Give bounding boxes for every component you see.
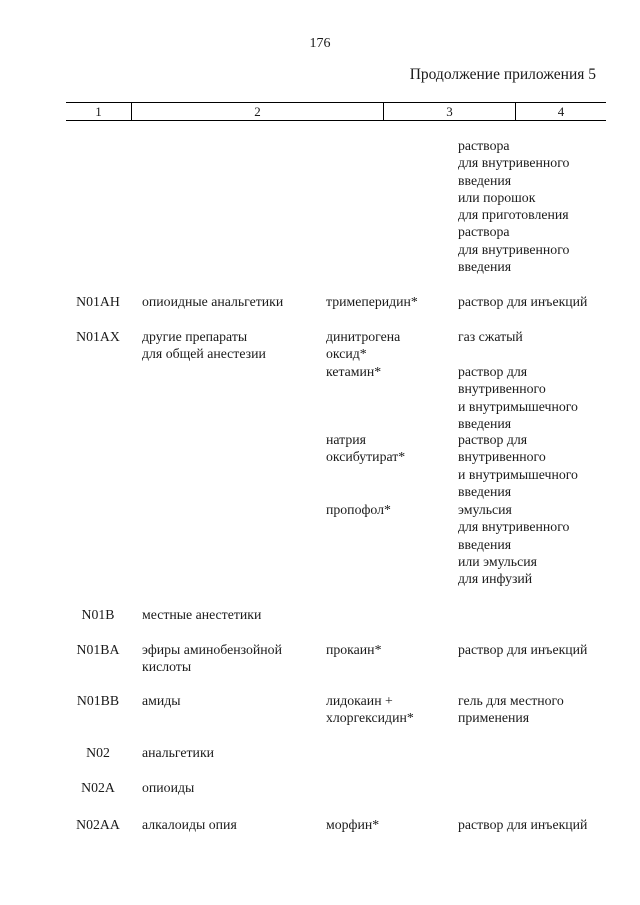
row-dosage-form-line: раствора	[458, 138, 510, 153]
row-dosage-form-line: раствор для инъекций	[458, 642, 588, 657]
row-drug-line: оксибутират*	[326, 449, 406, 465]
row-dosage-form	[458, 137, 569, 275]
row-group	[142, 816, 237, 833]
row-group	[142, 606, 261, 623]
row-dosage-form-line: внутривенного	[458, 449, 546, 465]
row-group	[142, 328, 266, 363]
row-code: N01AX	[76, 329, 120, 344]
row-group-line: другие препараты	[142, 329, 248, 344]
row-dosage-form	[458, 501, 569, 587]
row-dosage-form-line: раствора	[458, 224, 510, 240]
row-dosage-form-line: введения	[458, 415, 512, 431]
row-group	[142, 293, 283, 310]
row-dosage-form-line: введения	[458, 259, 512, 275]
column-header-3: 3	[384, 103, 516, 120]
row-drug	[326, 692, 414, 727]
row-drug-line: лидокаин +	[326, 693, 393, 708]
row-code: N02AA	[76, 817, 120, 832]
row-drug	[326, 431, 405, 466]
row-drug-line: морфин*	[326, 817, 380, 832]
row-group-line: кислоты	[142, 659, 192, 675]
row-dosage-form-line: гель для местного	[458, 693, 564, 708]
row-drug	[326, 816, 379, 833]
row-group-line: алкалоиды опия	[142, 817, 237, 832]
row-drug	[326, 328, 400, 363]
row-dosage-form-line: для приготовления	[458, 207, 569, 223]
row-dosage-form-line: введения	[458, 172, 512, 188]
row-drug	[326, 293, 418, 310]
row-group-line: опиоиды	[142, 780, 195, 795]
row-dosage-form	[458, 431, 578, 500]
row-drug-line: тримеперидин*	[326, 294, 418, 309]
row-drug-line: динитрогена	[326, 329, 401, 344]
row-group-line: опиоидные анальгетики	[142, 294, 284, 309]
row-group-line: амиды	[142, 693, 181, 708]
row-drug	[326, 363, 381, 380]
row-dosage-form-line: и внутримышечного	[458, 398, 578, 414]
row-dosage-form	[458, 816, 587, 833]
row-drug-line: кетамин*	[326, 364, 382, 379]
column-header-2: 2	[132, 103, 384, 120]
row-code: N01BB	[76, 693, 120, 708]
row-dosage-form-line: для внутривенного	[458, 519, 570, 535]
row-dosage-form-line: эмульсия	[458, 502, 512, 517]
row-group	[142, 779, 194, 796]
appendix-continuation-title: Продолжение приложения 5	[409, 66, 596, 83]
row-dosage-form-line: раствор для инъекций	[458, 817, 588, 832]
table-header	[66, 102, 606, 121]
row-dosage-form	[458, 692, 564, 727]
row-code: N01B	[81, 607, 115, 622]
row-code: N02A	[81, 780, 115, 795]
column-header-1: 1	[66, 103, 132, 120]
row-drug	[326, 641, 381, 658]
row-code: N01BA	[76, 642, 120, 657]
row-dosage-form-line: внутривенного	[458, 381, 546, 397]
row-dosage-form	[458, 293, 587, 310]
row-group-line: местные анестетики	[142, 607, 262, 622]
row-dosage-form-line: применения	[458, 710, 530, 726]
row-dosage-form	[458, 328, 523, 345]
row-code: N02	[86, 745, 110, 760]
row-drug-line: прокаин*	[326, 642, 382, 657]
row-dosage-form	[458, 641, 587, 658]
row-group-line: эфиры аминобензойной	[142, 642, 282, 657]
row-dosage-form-line: введения	[458, 483, 512, 499]
row-dosage-form	[458, 363, 578, 432]
column-header-4: 4	[557, 104, 565, 119]
row-group-line: для общей анестезии	[142, 346, 266, 362]
row-dosage-form-line: или порошок	[458, 189, 536, 205]
row-dosage-form-line: введения	[458, 536, 512, 552]
row-code: N01AH	[76, 294, 120, 309]
row-drug-line: пропофол*	[326, 502, 391, 517]
row-group	[142, 641, 282, 676]
row-group	[142, 744, 214, 761]
row-drug-line: оксид*	[326, 346, 367, 362]
row-dosage-form-line: газ сжатый	[458, 329, 523, 344]
row-dosage-form-line: раствор для инъекций	[458, 294, 588, 309]
row-dosage-form-line: и внутримышечного	[458, 466, 578, 482]
row-dosage-form-line: для внутривенного	[458, 155, 570, 171]
row-dosage-form-line: или эмульсия	[458, 553, 537, 569]
row-drug-line: хлоргексидин*	[326, 710, 414, 726]
row-dosage-form-line: для инфузий	[458, 571, 533, 587]
row-drug	[326, 501, 391, 518]
row-dosage-form-line: раствор для	[458, 432, 528, 447]
row-drug-line: натрия	[326, 432, 366, 447]
row-dosage-form-line: для внутривенного	[458, 241, 570, 257]
page-number: 176	[309, 36, 331, 51]
row-group-line: анальгетики	[142, 745, 215, 760]
row-dosage-form-line: раствор для	[458, 364, 528, 379]
row-group	[142, 692, 181, 709]
